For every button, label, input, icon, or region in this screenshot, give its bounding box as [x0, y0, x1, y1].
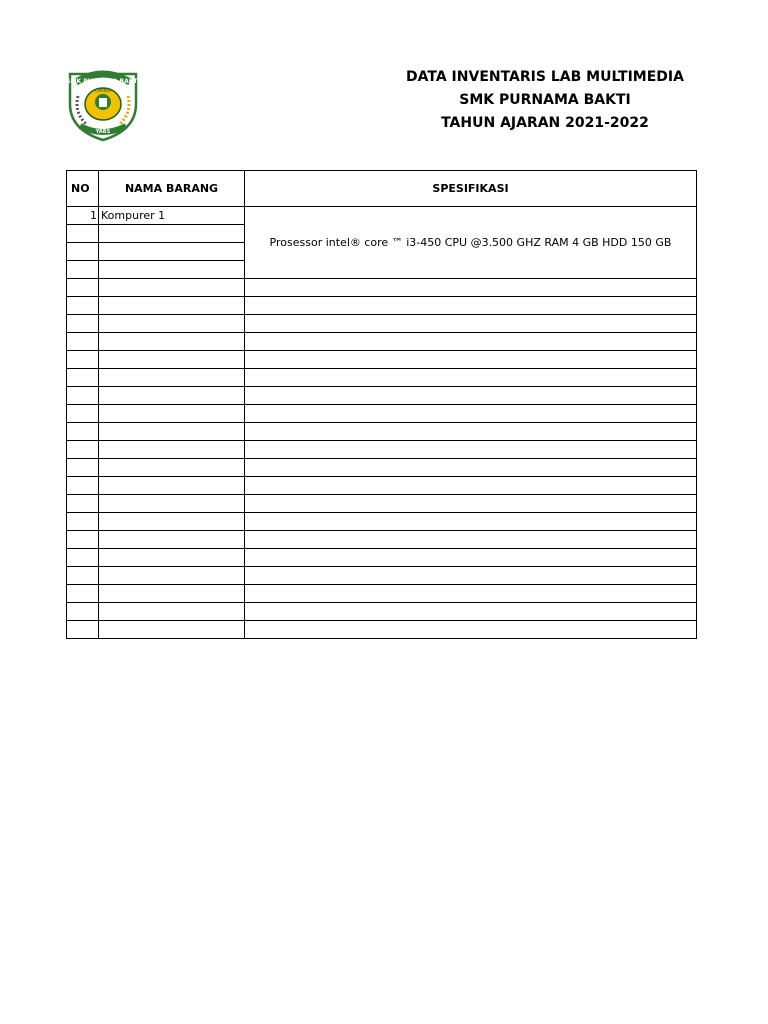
- table-row: [67, 351, 697, 369]
- cell-spesifikasi[interactable]: [245, 495, 697, 513]
- cell-spesifikasi[interactable]: [245, 297, 697, 315]
- table-row: [67, 369, 697, 387]
- table-row: [67, 567, 697, 585]
- cell-nama-barang[interactable]: [99, 495, 245, 513]
- title-line-1: DATA INVENTARIS LAB MULTIMEDIA: [406, 69, 684, 85]
- table-row: [67, 495, 697, 513]
- cell-no[interactable]: [67, 531, 99, 549]
- cell-nama-barang[interactable]: [99, 603, 245, 621]
- cell-no[interactable]: [67, 333, 99, 351]
- cell-no[interactable]: [67, 477, 99, 495]
- cell-no[interactable]: [67, 261, 99, 279]
- document-title: [330, 66, 760, 135]
- cell-spesifikasi[interactable]: [245, 549, 697, 567]
- column-header-no: NO: [67, 171, 99, 207]
- table-row: [67, 621, 697, 639]
- cell-spesifikasi[interactable]: [245, 585, 697, 603]
- cell-spesifikasi[interactable]: [245, 531, 697, 549]
- cell-nama-barang[interactable]: [99, 261, 245, 279]
- table-row: [67, 315, 697, 333]
- cell-spesifikasi[interactable]: [245, 441, 697, 459]
- cell-spesifikasi[interactable]: [245, 369, 697, 387]
- title-line-3: TAHUN AJARAN 2021-2022: [441, 115, 649, 131]
- cell-spesifikasi[interactable]: [245, 351, 697, 369]
- cell-no[interactable]: [67, 423, 99, 441]
- inventory-table: [66, 170, 697, 639]
- cell-spesifikasi[interactable]: [245, 459, 697, 477]
- cell-nama-barang[interactable]: [99, 405, 245, 423]
- cell-no[interactable]: [67, 549, 99, 567]
- school-crest-logo: [64, 68, 142, 142]
- cell-nama-barang[interactable]: Kompurer 1: [99, 207, 245, 225]
- cell-spesifikasi[interactable]: [245, 567, 697, 585]
- cell-spesifikasi[interactable]: [245, 333, 697, 351]
- cell-nama-barang[interactable]: [99, 351, 245, 369]
- table-row: [67, 387, 697, 405]
- cell-nama-barang[interactable]: [99, 387, 245, 405]
- cell-nama-barang[interactable]: [99, 225, 245, 243]
- cell-nama-barang[interactable]: [99, 369, 245, 387]
- cell-nama-barang[interactable]: [99, 549, 245, 567]
- table-row: [67, 549, 697, 567]
- cell-no[interactable]: [67, 279, 99, 297]
- cell-no[interactable]: [67, 405, 99, 423]
- cell-spesifikasi[interactable]: [245, 405, 697, 423]
- cell-spesifikasi[interactable]: [245, 387, 697, 405]
- cell-no[interactable]: [67, 621, 99, 639]
- table-row: [67, 333, 697, 351]
- cell-nama-barang[interactable]: [99, 513, 245, 531]
- cell-nama-barang[interactable]: [99, 423, 245, 441]
- table-row: [67, 513, 697, 531]
- cell-no[interactable]: [67, 495, 99, 513]
- table-row: [67, 531, 697, 549]
- cell-nama-barang[interactable]: [99, 279, 245, 297]
- table-row: [67, 477, 697, 495]
- table-row: [67, 207, 697, 225]
- cell-nama-barang[interactable]: [99, 621, 245, 639]
- cell-no[interactable]: [67, 297, 99, 315]
- cell-nama-barang[interactable]: [99, 333, 245, 351]
- table-row: [67, 603, 697, 621]
- table-row: [67, 405, 697, 423]
- svg-text:CIMINDI: CIMINDI: [95, 88, 111, 93]
- cell-no[interactable]: [67, 351, 99, 369]
- cell-spesifikasi[interactable]: [245, 315, 697, 333]
- table-row: [67, 423, 697, 441]
- cell-spesifikasi[interactable]: [245, 513, 697, 531]
- table-body: [67, 207, 697, 639]
- cell-no[interactable]: [67, 243, 99, 261]
- column-header-nama-barang: NAMA BARANG: [99, 171, 245, 207]
- cell-nama-barang[interactable]: [99, 477, 245, 495]
- cell-nama-barang[interactable]: [99, 441, 245, 459]
- cell-no[interactable]: [67, 315, 99, 333]
- cell-nama-barang[interactable]: [99, 585, 245, 603]
- cell-no[interactable]: [67, 603, 99, 621]
- cell-spesifikasi[interactable]: Prosessor intel® core ™ i3-450 CPU @3.500 GHZ RAM 4 GB HDD 150 GB: [245, 207, 697, 279]
- table-row: [67, 585, 697, 603]
- cell-no[interactable]: [67, 225, 99, 243]
- cell-no[interactable]: [67, 513, 99, 531]
- cell-nama-barang[interactable]: [99, 531, 245, 549]
- cell-spesifikasi[interactable]: [245, 279, 697, 297]
- table-row: [67, 441, 697, 459]
- svg-text:YABS: YABS: [95, 129, 111, 135]
- cell-spesifikasi[interactable]: [245, 477, 697, 495]
- cell-no[interactable]: [67, 441, 99, 459]
- cell-spesifikasi[interactable]: [245, 603, 697, 621]
- table-header-row: [67, 171, 697, 207]
- cell-nama-barang[interactable]: [99, 459, 245, 477]
- cell-no[interactable]: [67, 567, 99, 585]
- cell-no[interactable]: [67, 585, 99, 603]
- table-row: [67, 297, 697, 315]
- cell-no[interactable]: [67, 459, 99, 477]
- table-row: [67, 279, 697, 297]
- cell-no[interactable]: [67, 369, 99, 387]
- cell-no[interactable]: [67, 387, 99, 405]
- column-header-spesifikasi: SPESIFIKASI: [245, 171, 697, 207]
- cell-nama-barang[interactable]: [99, 297, 245, 315]
- cell-no[interactable]: 1: [67, 207, 99, 225]
- cell-nama-barang[interactable]: [99, 315, 245, 333]
- cell-spesifikasi[interactable]: [245, 423, 697, 441]
- title-line-2: SMK PURNAMA BAKTI: [459, 92, 631, 108]
- cell-nama-barang[interactable]: [99, 567, 245, 585]
- cell-nama-barang[interactable]: [99, 243, 245, 261]
- svg-text:SMK PURNAMA BAKTI: SMK PURNAMA BAKTI: [66, 78, 140, 85]
- cell-spesifikasi[interactable]: [245, 621, 697, 639]
- table-row: [67, 459, 697, 477]
